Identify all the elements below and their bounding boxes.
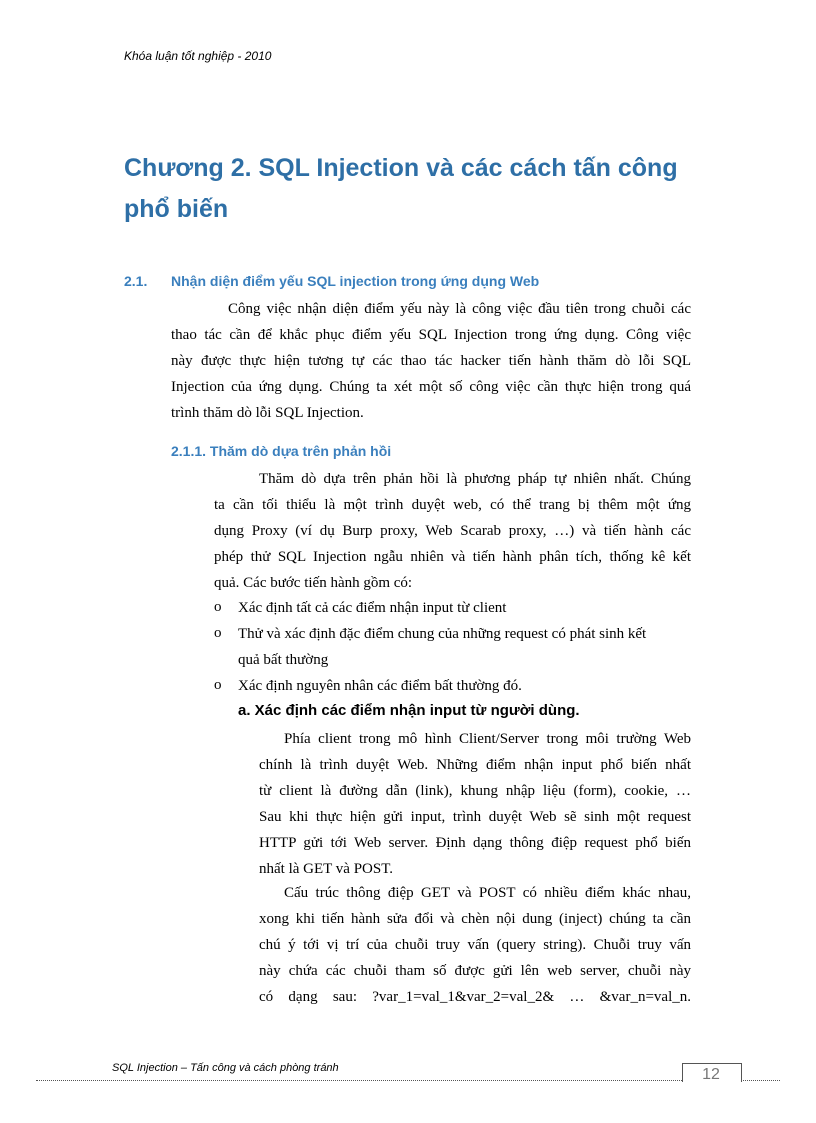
paragraph-line: Cấu trúc thông điệp GET và POST có nhiều điểm khác nhau, <box>284 885 691 901</box>
paragraph-line: HTTP gửi tới Web server. Định dạng thông điệp request phổ biến <box>259 835 691 851</box>
section-title: Nhận diện điểm yếu SQL injection trong ứng dụng Web <box>171 273 540 289</box>
paragraph-line: ta cần tối thiểu là một trình duyệt web, có thể trang bị thêm một ứng <box>214 497 691 513</box>
running-footer: SQL Injection – Tấn công và cách phòng tránh <box>112 1062 339 1074</box>
subsection-title: 2.1.1. Thăm dò dựa trên phản hồi <box>171 443 392 459</box>
bullet-item <box>238 673 522 699</box>
bullet-item <box>238 621 691 673</box>
paragraph-line: chú ý tới vị trí của chuỗi truy vấn (query string). Chuỗi truy vấn <box>259 937 691 953</box>
paragraph-line: thao tác cần để khắc phục điểm yếu SQL Injection trong ứng dụng. Công việc <box>171 327 691 343</box>
section-paragraph <box>171 296 691 426</box>
part-a-paragraph-1 <box>259 726 691 882</box>
paragraph-line: Sau khi thực hiện gửi input, trình duyệt Web sẽ sinh một request <box>259 809 691 825</box>
paragraph-line: có dạng sau: ?var_1=val_1&var_2=val_2& … &var_n=val_n. <box>259 989 691 1005</box>
part-a-heading: a. Xác định các điểm nhận input từ người dùng. <box>238 702 580 719</box>
page-number: 12 <box>702 1066 720 1083</box>
paragraph-line: Thăm dò dựa trên phản hồi là phương pháp tự nhiên nhất. Chúng <box>259 471 691 487</box>
paragraph-line: này chứa các chuỗi tham số được gửi lên web server, chuỗi này <box>259 963 691 979</box>
bullet-text: Xác định nguyên nhân các điểm bất thường đó. <box>238 678 522 694</box>
paragraph-line: trình thăm dò lỗi SQL Injection. <box>171 405 364 421</box>
paragraph-line: quả. Các bước tiến hành gồm có: <box>214 575 413 591</box>
paragraph-line: từ client là đường dẫn (link), khung nhập liệu (form), cookie, … <box>259 783 691 799</box>
bullet-text: Xác định tất cả các điểm nhận input từ client <box>238 600 507 616</box>
paragraph-line: Phía client trong mô hình Client/Server trong môi trường Web <box>284 731 691 747</box>
part-a-paragraph-2 <box>259 880 691 1010</box>
bullet-marker: o <box>214 625 222 641</box>
paragraph-line: nhất là GET và POST. <box>259 861 394 877</box>
bullet-item <box>238 595 506 621</box>
chapter-title: Chương 2. SQL Injection và các cách tấn công phổ biến <box>124 154 678 223</box>
paragraph-line: Công việc nhận diện điểm yếu này là công việc đầu tiên trong chuỗi các <box>228 301 691 317</box>
subsection-paragraph <box>214 466 691 596</box>
paragraph-line: xong khi tiến hành sửa đổi và chèn nội dung (inject) chúng ta cần <box>259 911 691 927</box>
section-number: 2.1. <box>124 273 148 289</box>
footer-divider <box>36 1080 780 1081</box>
paragraph-line: phép thử SQL Injection ngẫu nhiên và tiến hành phân tích, thống kê kết <box>214 549 691 565</box>
bullet-marker: o <box>214 599 222 615</box>
paragraph-line: chính là trình duyệt Web. Những điểm nhận input phổ biến nhất <box>259 757 691 773</box>
bullet-marker: o <box>214 677 222 693</box>
paragraph-line: Injection của ứng dụng. Chúng ta xét một số công việc cần thực hiện trong quá <box>171 379 691 395</box>
bullet-text-continued: quả bất thường <box>238 652 329 668</box>
bullet-text: Thử và xác định đặc điểm chung của những request có phát sinh kết <box>238 626 647 642</box>
running-header: Khóa luận tốt nghiệp - 2010 <box>124 49 272 63</box>
paragraph-line: dụng Proxy (ví dụ Burp proxy, Web Scarab proxy, …) và tiến hành các <box>214 523 691 539</box>
paragraph-line: này được thực hiện tương tự các thao tác hacker tiến hành thăm dò lỗi SQL <box>171 353 691 369</box>
